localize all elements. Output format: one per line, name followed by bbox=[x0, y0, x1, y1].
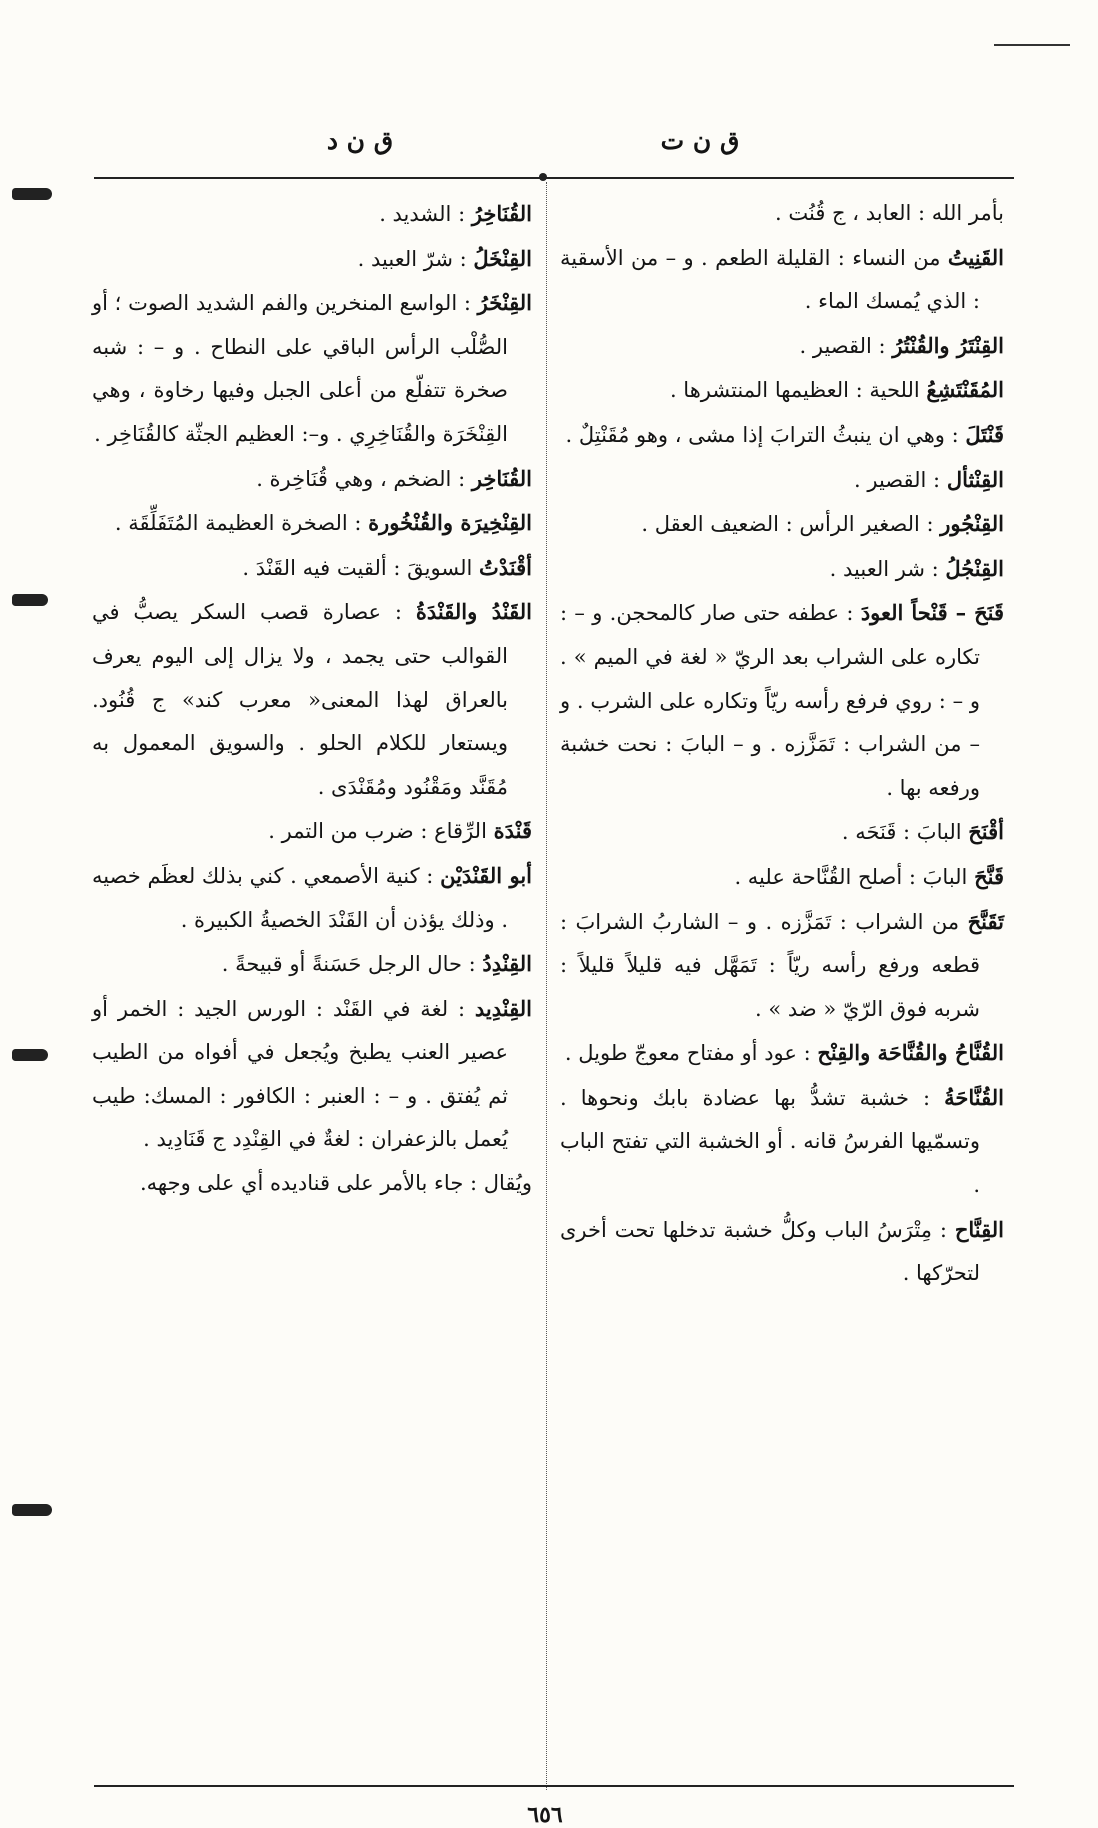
entry-headword: القُنَّاحَةُ bbox=[944, 1084, 1004, 1110]
entry-definition: : وهي ان ينبثُ الترابَ إذا مشى ، وهو مُقَنْتِلٌ . bbox=[565, 422, 966, 447]
entry-definition: بأمر الله : العابد ، ج قُنُت . bbox=[775, 201, 1004, 225]
edge-tab-mark bbox=[12, 188, 52, 200]
entry-definition: : عصارة قصب السكر يصبُّ في القوالب حتى يجمد ، ولا يزال إلى اليوم يعرف بالعراق لهذا المعنى« معرب كند» ج قُنُود. ويستعار للكلام الحلو . والسويق المعمول به مُقَنَّد ومَقْنُود ومُقَنْدَى . bbox=[92, 600, 508, 799]
dictionary-entry bbox=[560, 236, 1004, 324]
dictionary-entry bbox=[92, 457, 532, 502]
entry-headword: قَنَحَ – قَنْحاً العودَ bbox=[860, 600, 1004, 626]
entry-definition: : الصغير الرأس : الضعيف العقل . bbox=[641, 512, 941, 537]
right-column bbox=[560, 192, 1004, 1296]
entry-headword: قَنْدَة bbox=[493, 818, 532, 844]
entry-headword: القِنَّاح bbox=[954, 1216, 1004, 1242]
entry-headword: القَنِيتُ bbox=[947, 244, 1004, 270]
entry-definition: البابَ : قَنَحَه . bbox=[841, 820, 969, 845]
dictionary-entry bbox=[560, 1208, 1004, 1296]
entry-headword: قَنْتَلَ bbox=[965, 421, 1004, 447]
entry-headword: القِنْخَرُ bbox=[477, 290, 532, 316]
entry-definition: : عطفه حتى صار كالمحجن. و – : تكاره على الشراب بعد الريّ « لغة في الميم » . و – : روي فرفع رأسه ريّاً وتكاره على الشرب . و – من الشراب : تَمَزَّزه . و – البابَ : نحت خشبة ورفعه بها . bbox=[560, 601, 980, 800]
entry-headword: القُنَّاحُ والقُنَّاحَة والقِنْح bbox=[817, 1040, 1004, 1066]
dictionary-entry bbox=[92, 590, 532, 809]
entry-headword: القِنْثأل bbox=[946, 466, 1004, 492]
entry-definition: : القصير . bbox=[854, 467, 947, 492]
entry-headword: القِنْجُور bbox=[940, 511, 1004, 537]
header-rule bbox=[94, 177, 1014, 179]
dictionary-entry bbox=[92, 281, 532, 456]
dictionary-entry bbox=[560, 1076, 1004, 1208]
entry-headword: تَقَنَّحَ bbox=[967, 908, 1004, 934]
dictionary-entry bbox=[560, 502, 1004, 547]
entry-definition: : مِتْرَسُ الباب وكلُّ خشبة تدخلها تحت أخرى لتحرّكها . bbox=[560, 1217, 980, 1286]
entry-definition: : الصخرة العظيمة المُتَفَلِّقَة . bbox=[114, 511, 369, 536]
dictionary-entry bbox=[92, 854, 532, 942]
left-column-header: ق ن د bbox=[326, 126, 394, 155]
left-column bbox=[92, 192, 532, 1206]
entry-headword: قَنَّحَ bbox=[974, 863, 1004, 889]
footer-rule bbox=[94, 1785, 1014, 1787]
entry-definition: : الضخم ، وهي قُنَاخِرة . bbox=[256, 466, 472, 491]
entry-definition: : شر العبيد . bbox=[829, 556, 946, 581]
entry-definition: الرِّقاع : ضرب من التمر . bbox=[268, 819, 494, 844]
entry-headword: القُنَاخِرُ bbox=[471, 201, 532, 226]
entry-definition: : كنية الأصمعي . كني بذلك لعظَم خصيه . وذلك يؤذن أن القَنْدَ الخصيةُ الكبيرة . bbox=[92, 863, 508, 932]
dictionary-entry bbox=[560, 900, 1004, 1032]
dictionary-entry bbox=[560, 547, 1004, 592]
dictionary-entry bbox=[92, 501, 532, 546]
entry-headword: أقْنَحَ bbox=[968, 819, 1004, 845]
entry-headword: القِنْخَلُ bbox=[473, 245, 532, 271]
edge-tab-mark bbox=[12, 1049, 48, 1061]
entry-definition: ويُقال : جاء بالأمر على قناديده أي على وجهه. bbox=[139, 1171, 532, 1196]
dictionary-entry bbox=[560, 458, 1004, 503]
dictionary-entry bbox=[92, 1162, 532, 1206]
top-corner-rule bbox=[994, 44, 1070, 46]
header-rule-dot bbox=[539, 173, 547, 181]
edge-tab-mark bbox=[12, 1504, 52, 1516]
entry-headword: المُقَنْتَشِعُ bbox=[926, 377, 1004, 403]
dictionary-entry bbox=[92, 942, 532, 987]
edge-tab-mark bbox=[12, 594, 48, 606]
dictionary-entry bbox=[560, 591, 1004, 810]
entry-headword: القِنْدِيد bbox=[474, 995, 532, 1021]
entry-definition: : الشديد . bbox=[379, 202, 472, 226]
dictionary-entry bbox=[92, 192, 532, 237]
entry-definition: من الشراب : تَمَزَّزه . و – الشاربُ الشرابَ : قطعه ورفع رأسه ريّاً : تَمَهَّل فيه قليلاً قليلاً : شربه فوق الرّيّ « ضد » . bbox=[560, 909, 980, 1021]
entry-headword: القَنْدُ والقَنْدَةُ bbox=[415, 599, 533, 625]
entry-definition: من النساء : القليلة الطعم . و – من الأسقية : الذي يُمسك الماء . bbox=[560, 245, 980, 314]
entry-definition: اللحية : العظيمها المنتشرها . bbox=[669, 378, 927, 403]
entry-headword: القِنْجُلُ bbox=[945, 555, 1004, 581]
dictionary-entry bbox=[92, 546, 532, 591]
right-column-header: ق ن ت bbox=[660, 126, 740, 155]
dictionary-entry bbox=[560, 1031, 1004, 1076]
dictionary-entry bbox=[560, 855, 1004, 900]
entry-definition: : عود أو مفتاح معوجّ طويل . bbox=[564, 1041, 818, 1066]
dictionary-entry bbox=[92, 237, 532, 282]
dictionary-entry bbox=[560, 810, 1004, 855]
dictionary-entry bbox=[92, 809, 532, 854]
entry-headword: القُنَاخِر bbox=[471, 465, 532, 491]
entry-headword: أقْنَدْتُ bbox=[478, 554, 532, 580]
entry-definition: : شرّ العبيد . bbox=[357, 246, 474, 271]
entry-definition: البابَ : أصلح القُنَّاحة عليه . bbox=[734, 864, 975, 889]
page-number: ٦٥٦ bbox=[527, 1802, 563, 1828]
dictionary-entry bbox=[92, 987, 532, 1162]
dictionary-entry bbox=[560, 192, 1004, 236]
entry-definition: : القصير . bbox=[799, 333, 893, 358]
entry-headword: القِنْخِيرَة والقُنْخُورة bbox=[368, 510, 532, 536]
entry-headword: القِنْدِدُ bbox=[482, 951, 532, 977]
column-divider bbox=[546, 182, 547, 1790]
dictionary-entry bbox=[560, 324, 1004, 369]
entry-definition: : الواسع المنخرين والفم الشديد الصوت ؛ أو الصُّلْب الرأس الباقي على النطاح . و – : شبه صخرة تتفلّع من أعلى الجبل وفيها رخاوة ، وهي القِنْخَرَة والقُنَاخِرِي . و–: العظيم الجثّة كالقُنَاخِر . bbox=[92, 291, 508, 446]
entry-headword: القِنْتَرُ والقُنْتُرُ bbox=[892, 332, 1004, 358]
entry-headword: أبو القَنْدَيْن bbox=[440, 862, 532, 888]
dictionary-entry bbox=[560, 413, 1004, 458]
entry-definition: السويقَ : ألقيت فيه القَنْدَ . bbox=[242, 555, 479, 580]
entry-definition: : حال الرجل حَسَنةً أو قبيحةً . bbox=[221, 952, 483, 977]
entry-definition: : لغة في القَنْد : الورس الجيد : الخمر أو عصير العنب يطبخ ويُجعل في أفواه من الطيب ثم يُفتق . و – : العنبر : الكافور : المسك: طيب يُعمل بالزعفران : لغةٌ في القِنْدِد ج قَنَادِيد . bbox=[92, 996, 508, 1152]
dictionary-entry bbox=[560, 368, 1004, 413]
entry-definition: : خشبة تشدُّ بها عضادة بابك ونحوها . وتسمّيها الفرسُ قانه . أو الخشبة التي تفتح الباب . bbox=[560, 1085, 980, 1198]
